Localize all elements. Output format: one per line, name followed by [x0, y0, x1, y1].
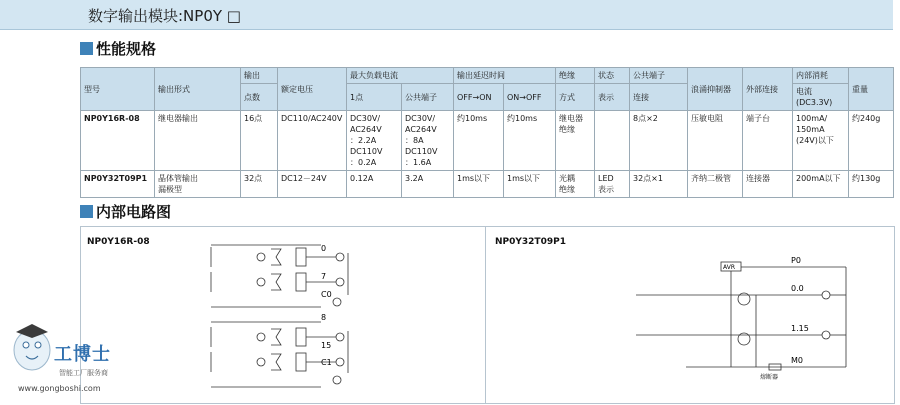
cell-weight — [849, 171, 894, 198]
circuit-left-title: NP0Y16R-08 — [87, 237, 150, 247]
cell-line: NP0Y32T09P1 — [84, 174, 148, 183]
cell-line: DC110V — [350, 147, 383, 156]
cell-external — [743, 111, 793, 171]
cell-line: 表示 — [598, 185, 614, 194]
cell-line: (24V)以下 — [796, 136, 834, 145]
col-load-common: 公共端子 — [402, 84, 454, 111]
col-common-sub: 连接 — [630, 84, 688, 111]
terminal-8: 8 — [321, 313, 327, 322]
cell-voltage — [278, 171, 347, 198]
col-status: 状态 — [595, 68, 630, 84]
col-voltage: 额定电压 — [278, 68, 347, 111]
cell-surge — [688, 111, 743, 171]
col-common: 公共端子 — [630, 68, 688, 84]
terminal-7: 7 — [321, 272, 327, 281]
cell-line: 150mA — [796, 125, 825, 134]
col-load-1pt: 1点 — [347, 84, 402, 111]
terminal-0-0: 0.0 — [791, 284, 804, 293]
cell-line: 齐纳二极管 — [691, 174, 731, 183]
cell-line: 100mA/ — [796, 114, 828, 123]
cell-line: 连接器 — [746, 174, 770, 183]
cell-line: 端子台 — [746, 114, 770, 123]
cell-delay-off — [504, 111, 556, 171]
cell-line: 0.12A — [350, 174, 374, 183]
cell-output-type — [155, 111, 241, 171]
cell-line: 继电器 — [559, 114, 583, 123]
cell-model — [81, 111, 155, 171]
relay-circuit-diagram — [81, 227, 481, 403]
col-points-sub: 点数 — [241, 84, 278, 111]
cell-line: 绝缘 — [559, 185, 575, 194]
fuse-label: 熔断器 — [760, 374, 779, 381]
cell-line: 1ms以下 — [457, 174, 491, 183]
section-heading-spec — [80, 38, 156, 59]
cell-line: 32点×1 — [633, 174, 663, 183]
cell-line: 200mA以下 — [796, 174, 841, 183]
avr-label: AVR — [723, 264, 735, 271]
cell-load-common-lines — [402, 111, 454, 171]
cell-load-common-lines — [402, 171, 454, 198]
circuit-right-title: NP0Y32T09P1 — [495, 237, 566, 247]
terminal-p0: P0 — [791, 256, 801, 265]
cell-line: 漏极型 — [158, 185, 182, 194]
col-delay-off: ON→OFF — [504, 84, 556, 111]
col-weight: 重量 — [849, 68, 894, 111]
col-consumption-sub: 电流 (DC3.3V) — [793, 84, 849, 111]
cell-points — [241, 171, 278, 198]
col-external: 外部连接 — [743, 68, 793, 111]
page-title-bar — [0, 0, 893, 30]
col-insulation: 绝缘 — [556, 68, 595, 84]
cell-consumption — [793, 111, 849, 171]
col-delay-on: OFF→ON — [454, 84, 504, 111]
col-surge: 浪涌抑制器 — [688, 68, 743, 111]
cell-voltage — [278, 111, 347, 171]
cell-external — [743, 171, 793, 198]
cell-line: ：8A — [405, 136, 424, 145]
cell-line: 压敏电阻 — [691, 114, 723, 123]
cell-line: LED — [598, 174, 614, 183]
site-logo — [4, 318, 134, 402]
cell-output-type — [155, 171, 241, 198]
cell-line: DC12－24V — [281, 174, 327, 183]
col-consumption: 内部消耗 — [793, 68, 849, 84]
cell-delay-off — [504, 171, 556, 198]
cell-load-1pt-lines — [347, 111, 402, 171]
col-insulation-sub: 方式 — [556, 84, 595, 111]
logo-url: www.gongboshi.com — [18, 384, 101, 393]
col-points: 输出 — [241, 68, 278, 84]
cell-common — [630, 111, 688, 171]
section-square-icon — [80, 205, 93, 218]
spec-table — [80, 67, 894, 198]
col-model: 型号 — [81, 68, 155, 111]
cell-delay-on — [454, 111, 504, 171]
cell-line: DC30V/ — [405, 114, 436, 123]
cell-load-1pt-lines — [347, 171, 402, 198]
col-output-type: 输出形式 — [155, 68, 241, 111]
terminal-m0: M0 — [791, 356, 803, 365]
terminal-c0: C0 — [321, 290, 332, 299]
cell-line: 晶体管输出 — [158, 174, 198, 183]
col-delay: 输出延迟时间 — [454, 68, 556, 84]
cell-line: DC110V — [405, 147, 438, 156]
section-title-circuit: 内部电路图 — [96, 203, 172, 221]
terminal-0: 0 — [321, 244, 327, 253]
table-row — [81, 171, 894, 198]
circuit-panel — [80, 226, 895, 404]
cell-line: 约130g — [852, 174, 881, 183]
cell-weight — [849, 111, 894, 171]
section-heading-circuit — [80, 201, 171, 222]
cell-status — [595, 171, 630, 198]
cell-line: 3.2A — [405, 174, 424, 183]
col-status-sub: 表示 — [595, 84, 630, 111]
cell-common — [630, 171, 688, 198]
transistor-circuit-diagram — [486, 227, 894, 403]
cell-delay-on — [454, 171, 504, 198]
terminal-15: 15 — [321, 341, 332, 350]
cell-line: DC30V/ — [350, 114, 381, 123]
table-row — [81, 111, 894, 171]
cell-line: 1ms以下 — [507, 174, 541, 183]
terminal-1-15: 1.15 — [791, 324, 809, 333]
col-max-load: 最大负载电流 — [347, 68, 454, 84]
cell-line: 32点 — [244, 174, 263, 183]
mascot-icon — [8, 318, 56, 378]
cell-line: 约240g — [852, 114, 881, 123]
cell-line: 光耦 — [559, 174, 575, 183]
terminal-c1: C1 — [321, 358, 332, 367]
cell-line: 继电器输出 — [158, 114, 198, 123]
cell-line: AC264V — [350, 125, 382, 134]
logo-name: 工博士 — [54, 344, 111, 365]
cell-line: 16点 — [244, 114, 263, 123]
cell-points — [241, 111, 278, 171]
cell-line: 绝缘 — [559, 125, 575, 134]
cell-line: 约10ms — [507, 114, 538, 123]
cell-line: 约10ms — [457, 114, 488, 123]
section-square-icon — [80, 42, 93, 55]
cell-line: DC110/AC240V — [281, 114, 343, 123]
logo-tagline: 智能工厂服务商 — [59, 369, 108, 377]
page-title: 数字输出模块:NP0Y □ — [88, 7, 241, 25]
cell-consumption — [793, 171, 849, 198]
cell-line: AC264V — [405, 125, 437, 134]
cell-insulation — [556, 111, 595, 171]
cell-line: ：2.2A — [350, 136, 377, 145]
cell-line: NP0Y16R-08 — [84, 114, 140, 123]
cell-status — [595, 111, 630, 171]
cell-model — [81, 171, 155, 198]
section-title-spec: 性能规格 — [96, 40, 157, 58]
cell-insulation — [556, 171, 595, 198]
cell-line: ：1.6A — [405, 158, 432, 167]
cell-surge — [688, 171, 743, 198]
header-row-1 — [81, 68, 894, 84]
cell-line: 8点×2 — [633, 114, 658, 123]
cell-line: ：0.2A — [350, 158, 377, 167]
